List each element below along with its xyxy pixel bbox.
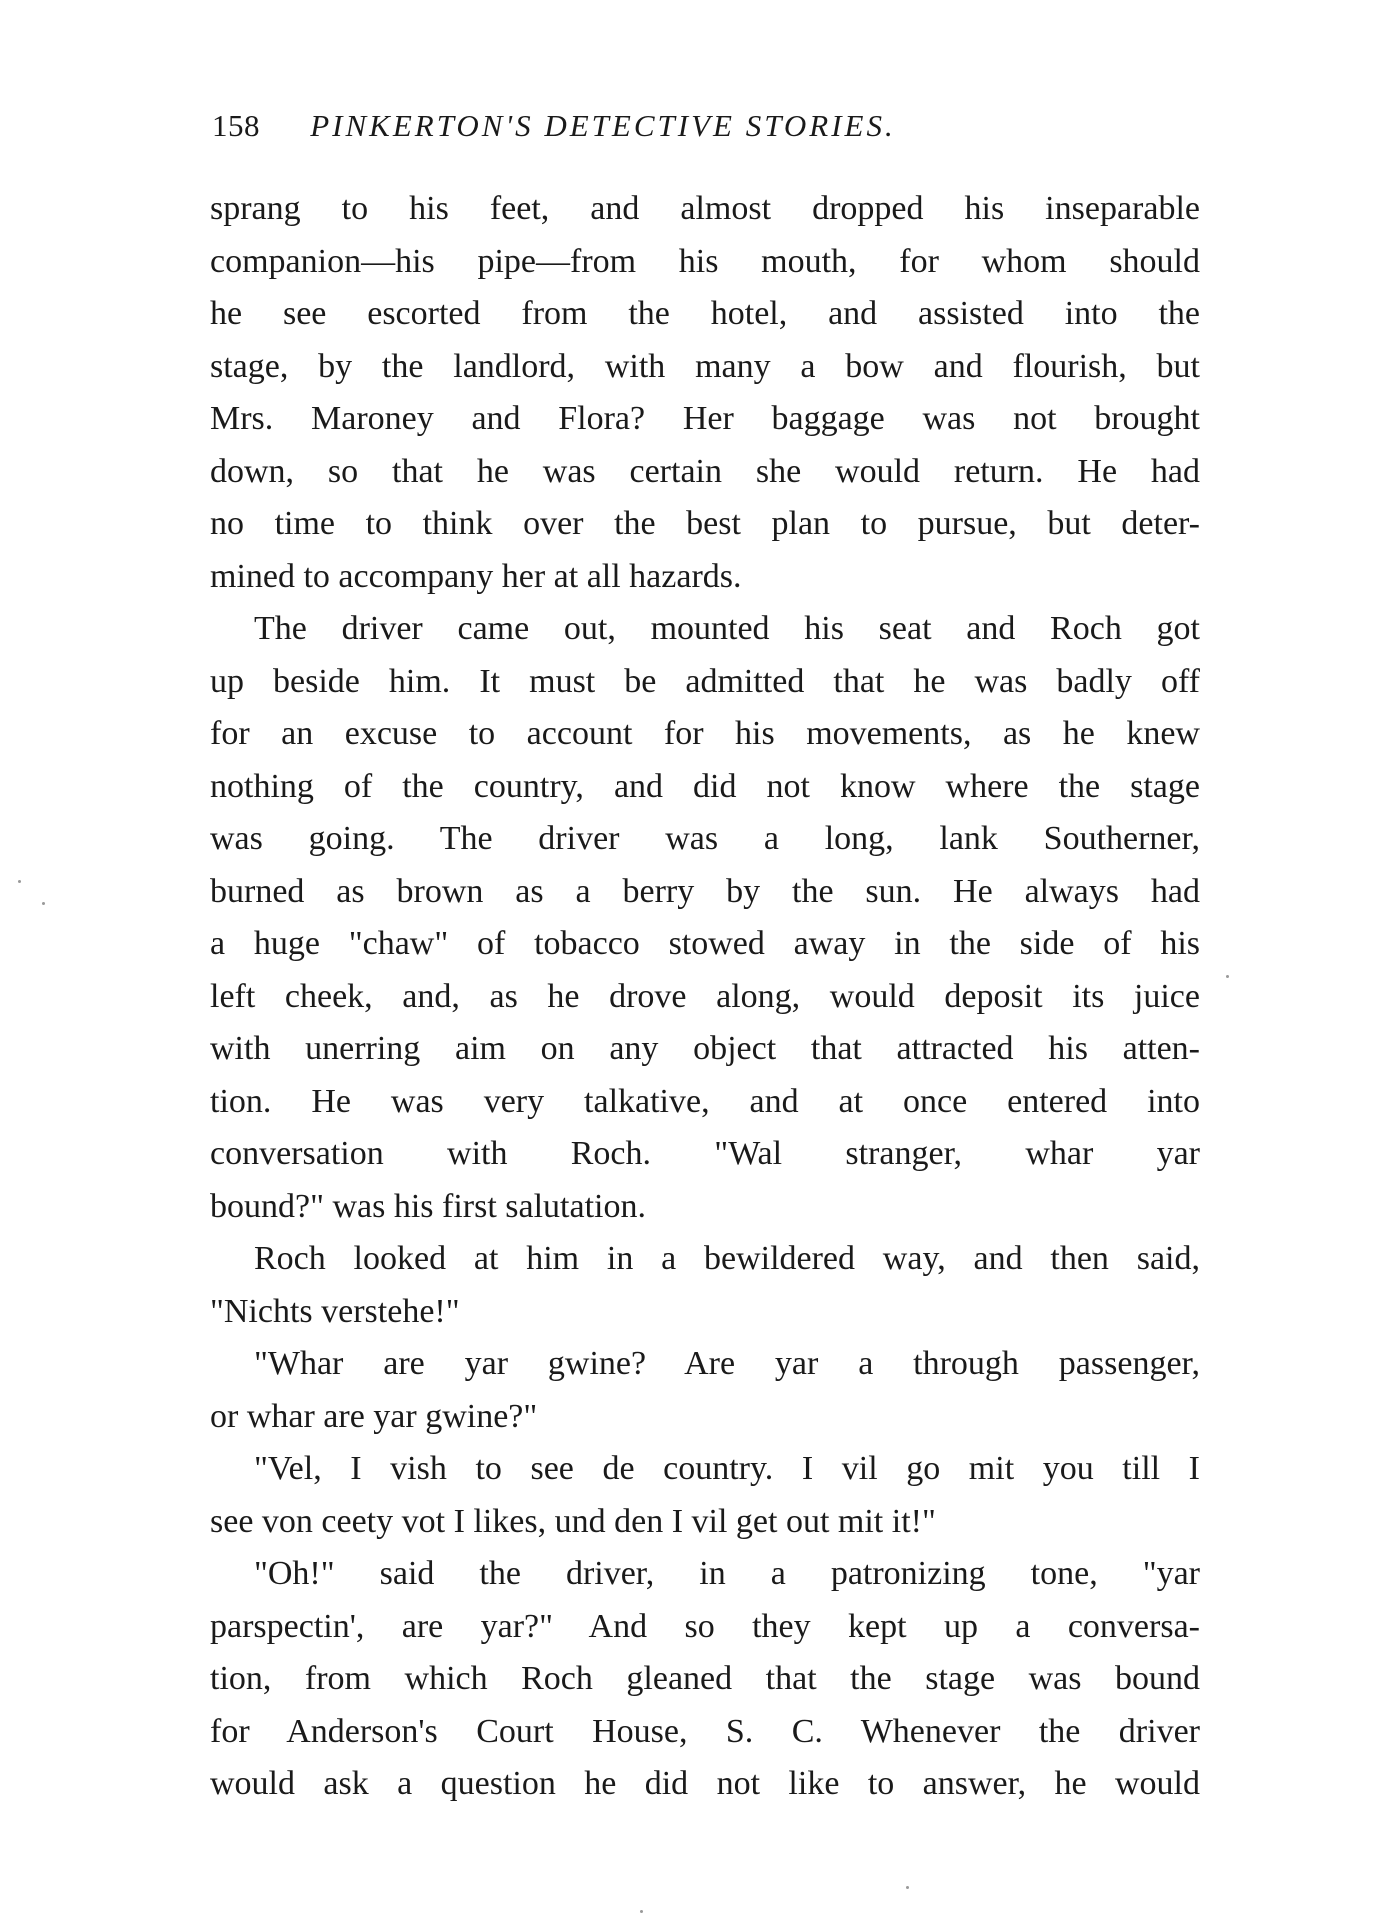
text-line: bound?" was his first salutation. — [210, 1187, 646, 1225]
text-line: left cheek, and, as he drove along, would deposit its juice — [210, 977, 1200, 1015]
text-line: stage, by the landlord, with many a bow and flourish, but — [210, 347, 1200, 385]
paragraph-continued — [210, 183, 1200, 603]
book-title: PINKERTON'S DETECTIVE STORIES. — [310, 108, 896, 143]
text-line: parspectin', are yar?" And so they kept up a conversa- — [210, 1607, 1200, 1645]
text-line: down, so that he was certain she would return. He had — [210, 452, 1200, 490]
text-line: for Anderson's Court House, S. C. Whenever the driver — [210, 1712, 1200, 1750]
scan-speck — [1226, 975, 1229, 978]
text-line: was going. The driver was a long, lank Southerner, — [210, 820, 1200, 857]
page-number: 158 — [212, 108, 260, 143]
text-line: see von ceety vot I likes, und den I vil get out mit it!" — [210, 1502, 936, 1540]
text-line: "Vel, I vish to see de country. I vil go mit you till I — [254, 1450, 1200, 1487]
text-line: companion—his pipe—from his mouth, for whom should — [210, 242, 1200, 280]
text-line: "Oh!" said the driver, in a patronizing tone, "yar — [254, 1555, 1200, 1592]
text-line: would ask a question he did not like to answer, he would — [210, 1765, 1200, 1802]
body-text — [210, 183, 1200, 1811]
text-line: up beside him. It must be admitted that he was badly off — [210, 662, 1200, 700]
text-line: sprang to his feet, and almost dropped his inseparable — [210, 190, 1200, 227]
paragraph-driver — [210, 603, 1200, 1233]
text-line: Roch looked at him in a bewildered way, and then said, — [254, 1240, 1200, 1277]
text-line: he see escorted from the hotel, and assisted into the — [210, 295, 1200, 332]
paragraph-vel — [210, 1443, 1200, 1548]
text-line: nothing of the country, and did not know where the stage — [210, 767, 1200, 805]
text-line: tion, from which Roch gleaned that the stage was bound — [210, 1660, 1200, 1697]
text-line: for an excuse to account for his movements, as he knew — [210, 715, 1200, 752]
scan-speck — [640, 1910, 643, 1913]
text-line: with unerring aim on any object that attracted his atten- — [210, 1030, 1200, 1067]
text-line: or whar are yar gwine?" — [210, 1397, 538, 1435]
scan-speck — [18, 880, 21, 883]
text-line: tion. He was very talkative, and at once entered into — [210, 1082, 1200, 1120]
text-line: "Whar are yar gwine? Are yar a through passenger, — [254, 1345, 1200, 1382]
paragraph-oh — [210, 1548, 1200, 1811]
text-line: a huge "chaw" of tobacco stowed away in the side of his — [210, 925, 1200, 962]
running-head — [212, 108, 1092, 158]
scan-speck — [42, 902, 45, 905]
text-line: The driver came out, mounted his seat and Roch got — [254, 610, 1200, 647]
paragraph-bewildered — [210, 1233, 1200, 1338]
paragraph-whar-gwine — [210, 1338, 1200, 1443]
text-line: burned as brown as a berry by the sun. He always had — [210, 872, 1200, 910]
scan-speck — [906, 1886, 909, 1889]
text-line: mined to accompany her at all hazards. — [210, 557, 742, 595]
text-line: conversation with Roch. "Wal stranger, whar yar — [210, 1135, 1200, 1172]
text-line: "Nichts verstehe!" — [210, 1292, 460, 1330]
text-line: no time to think over the best plan to pursue, but deter- — [210, 505, 1200, 542]
text-line: Mrs. Maroney and Flora? Her baggage was not brought — [210, 400, 1200, 437]
